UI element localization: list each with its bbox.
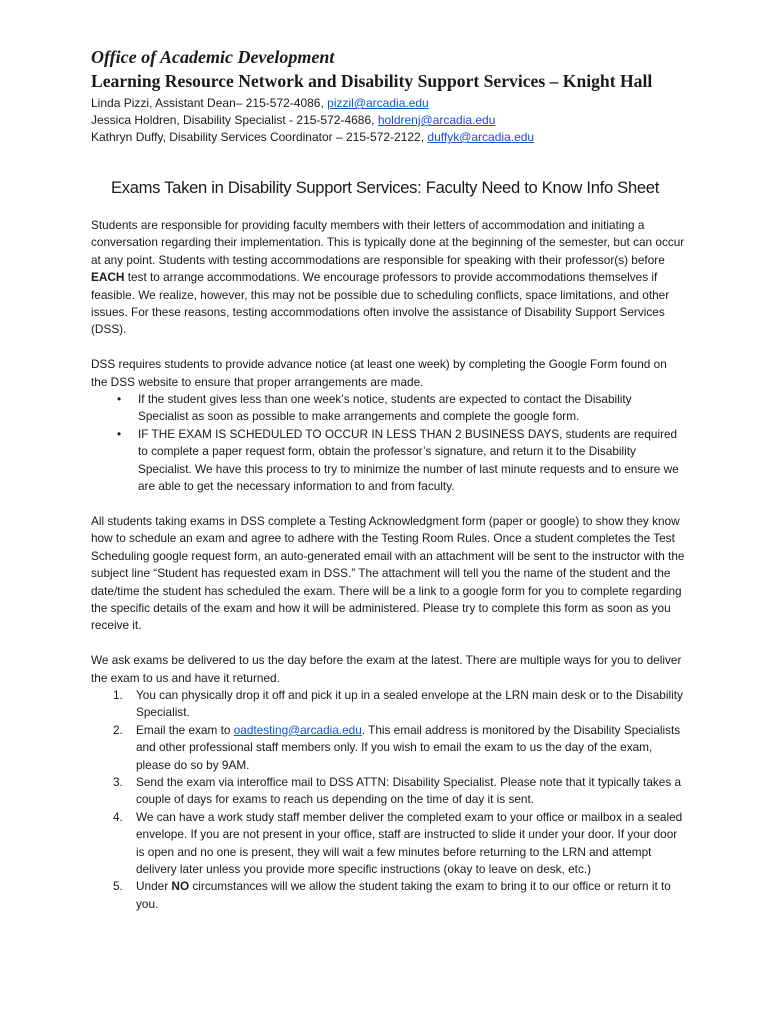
paragraph-text: test to arrange accommodations. We encourage professors to provide accommodations themselves if feasible. We realize, however, this may not be possible due to scheduling conflicts, space limitations, and other issues. For these reasons, testing accommodations often involve the assistance of Disability Support Services (DSS). — [91, 270, 670, 337]
paragraph-testing-acknowledgment: All students taking exams in DSS complete a Testing Acknowledgment form (paper or google) to show they know how to schedule an exam and agree to adhere with the Testing Room Rules. Once a student completes the Test Scheduling google request form, an auto-generated email with an attachment will be sent to the instructor with the subject line “Student has requested exam in DSS.” The attachment will tell you the name of the student and the date/time the student has scheduled the exam. There will be a link to a google form for you to complete regarding the specific details of the exam and how it will be administered. Please try to complete this form as soon as you receive it. — [91, 513, 685, 633]
contact-text: Linda Pizzi, Assistant Dean– 215-572-4086, — [91, 96, 328, 110]
contact-line-duffy — [91, 129, 534, 146]
list-item-text: Under — [136, 879, 172, 894]
paragraph-text: Students are responsible for providing faculty members with their letters of accommodation and initiating a conversation regarding their implementation. This is typically done at the beginning of the semester, but can occur at any point. Students with testing accommodations are responsible for speaking with their professor(s) before — [91, 218, 685, 267]
list-item-text: You can physically drop it off and pick it up in a sealed envelope at the LRN main desk or to the Disability Specialist. — [136, 687, 683, 720]
contact-line-pizzi — [91, 95, 429, 112]
list-item-text: If the student gives less than one week’s notice, students are expected to contact the Disability Specialist as soon as possible to make arrangements and complete the google form. — [138, 392, 632, 424]
list-item-text: We can have a work study staff member deliver the completed exam to your office or mailbox in a sealed envelope. If you are not present in your office, staff are instructed to slide it under your door. If your door is open and no one is present, they will wait a few minutes before returning to the LRN and attempt delivery later unless you provide more specific instructions (okay to leave on desk, etc.) — [136, 809, 683, 876]
contact-text: Jessica Holdren, Disability Specialist - 215-572-4686, — [91, 113, 378, 127]
bullet-glyph: • — [117, 392, 122, 407]
paragraph-advance-notice: DSS requires students to provide advance notice (at least one week) by completing the Google Form found on the DSS website to ensure that proper arrangements are made. — [91, 357, 667, 389]
network-heading: Learning Resource Network and Disability Support Services – Knight Hall — [91, 71, 653, 91]
list-item — [91, 774, 685, 809]
list-item — [91, 878, 685, 913]
body-text — [91, 217, 685, 913]
email-link-oadtesting[interactable]: oadtesting@arcadia.edu — [233, 722, 362, 737]
list-number: 4. — [113, 809, 123, 824]
list-item — [91, 687, 685, 722]
emphasis-no: NO — [171, 879, 190, 894]
list-item — [91, 722, 685, 774]
bullet-glyph: • — [117, 426, 122, 441]
paragraph-delivery: We ask exams be delivered to us the day before the exam at the latest. There are multiple ways for you to deliver the exam to us and have it returned. — [91, 653, 682, 685]
list-item — [91, 391, 685, 426]
list-item — [91, 809, 685, 879]
list-number: 1. — [113, 687, 123, 702]
notice-bullet-list — [91, 391, 685, 495]
list-number: 2. — [113, 722, 123, 737]
page-title: Exams Taken in Disability Support Services: Faculty Need to Know Info Sheet — [110, 178, 660, 197]
list-item-text: . This email address is monitored by the Disability Specialists and other professional staff members only. If you wish to email the exam to us the day of the exam, please do so by 9AM. — [136, 722, 681, 772]
office-heading: Office of Academic Development — [91, 47, 335, 67]
list-item-text: IF THE EXAM IS SCHEDULED TO OCCUR IN LESS THAN 2 BUSINESS DAYS, students are required to complete a paper request form, obtain the professor’s signature, and return it to the Disability Specialist. We have this process to try to minimize the number of last minute requests and to ensure we are able to get the necessary information to and from faculty. — [138, 426, 679, 494]
list-item-text: Email the exam to — [136, 722, 234, 737]
emphasis-each: EACH — [91, 270, 125, 285]
email-link-pizzi[interactable]: pizzil@arcadia.edu — [327, 96, 429, 110]
contact-text: Kathryn Duffy, Disability Services Coordinator – 215-572-2122, — [91, 130, 428, 144]
contact-line-holdren — [91, 112, 495, 129]
list-item — [91, 426, 685, 496]
paragraph-responsibilities — [91, 217, 685, 339]
delivery-options-list — [91, 687, 685, 913]
email-link-duffy[interactable]: duffyk@arcadia.edu — [427, 130, 535, 144]
email-link-holdren[interactable]: holdrenj@arcadia.edu — [377, 113, 496, 127]
list-item-text: circumstances will we allow the student taking the exam to bring it to our office or return it to you. — [136, 879, 671, 911]
list-item-text: Send the exam via interoffice mail to DSS ATTN: Disability Specialist. Please note that it typically takes a couple of days for exams to reach us depending on the time of day it is sent. — [136, 774, 682, 807]
list-number: 3. — [113, 774, 123, 789]
list-number: 5. — [113, 879, 123, 894]
